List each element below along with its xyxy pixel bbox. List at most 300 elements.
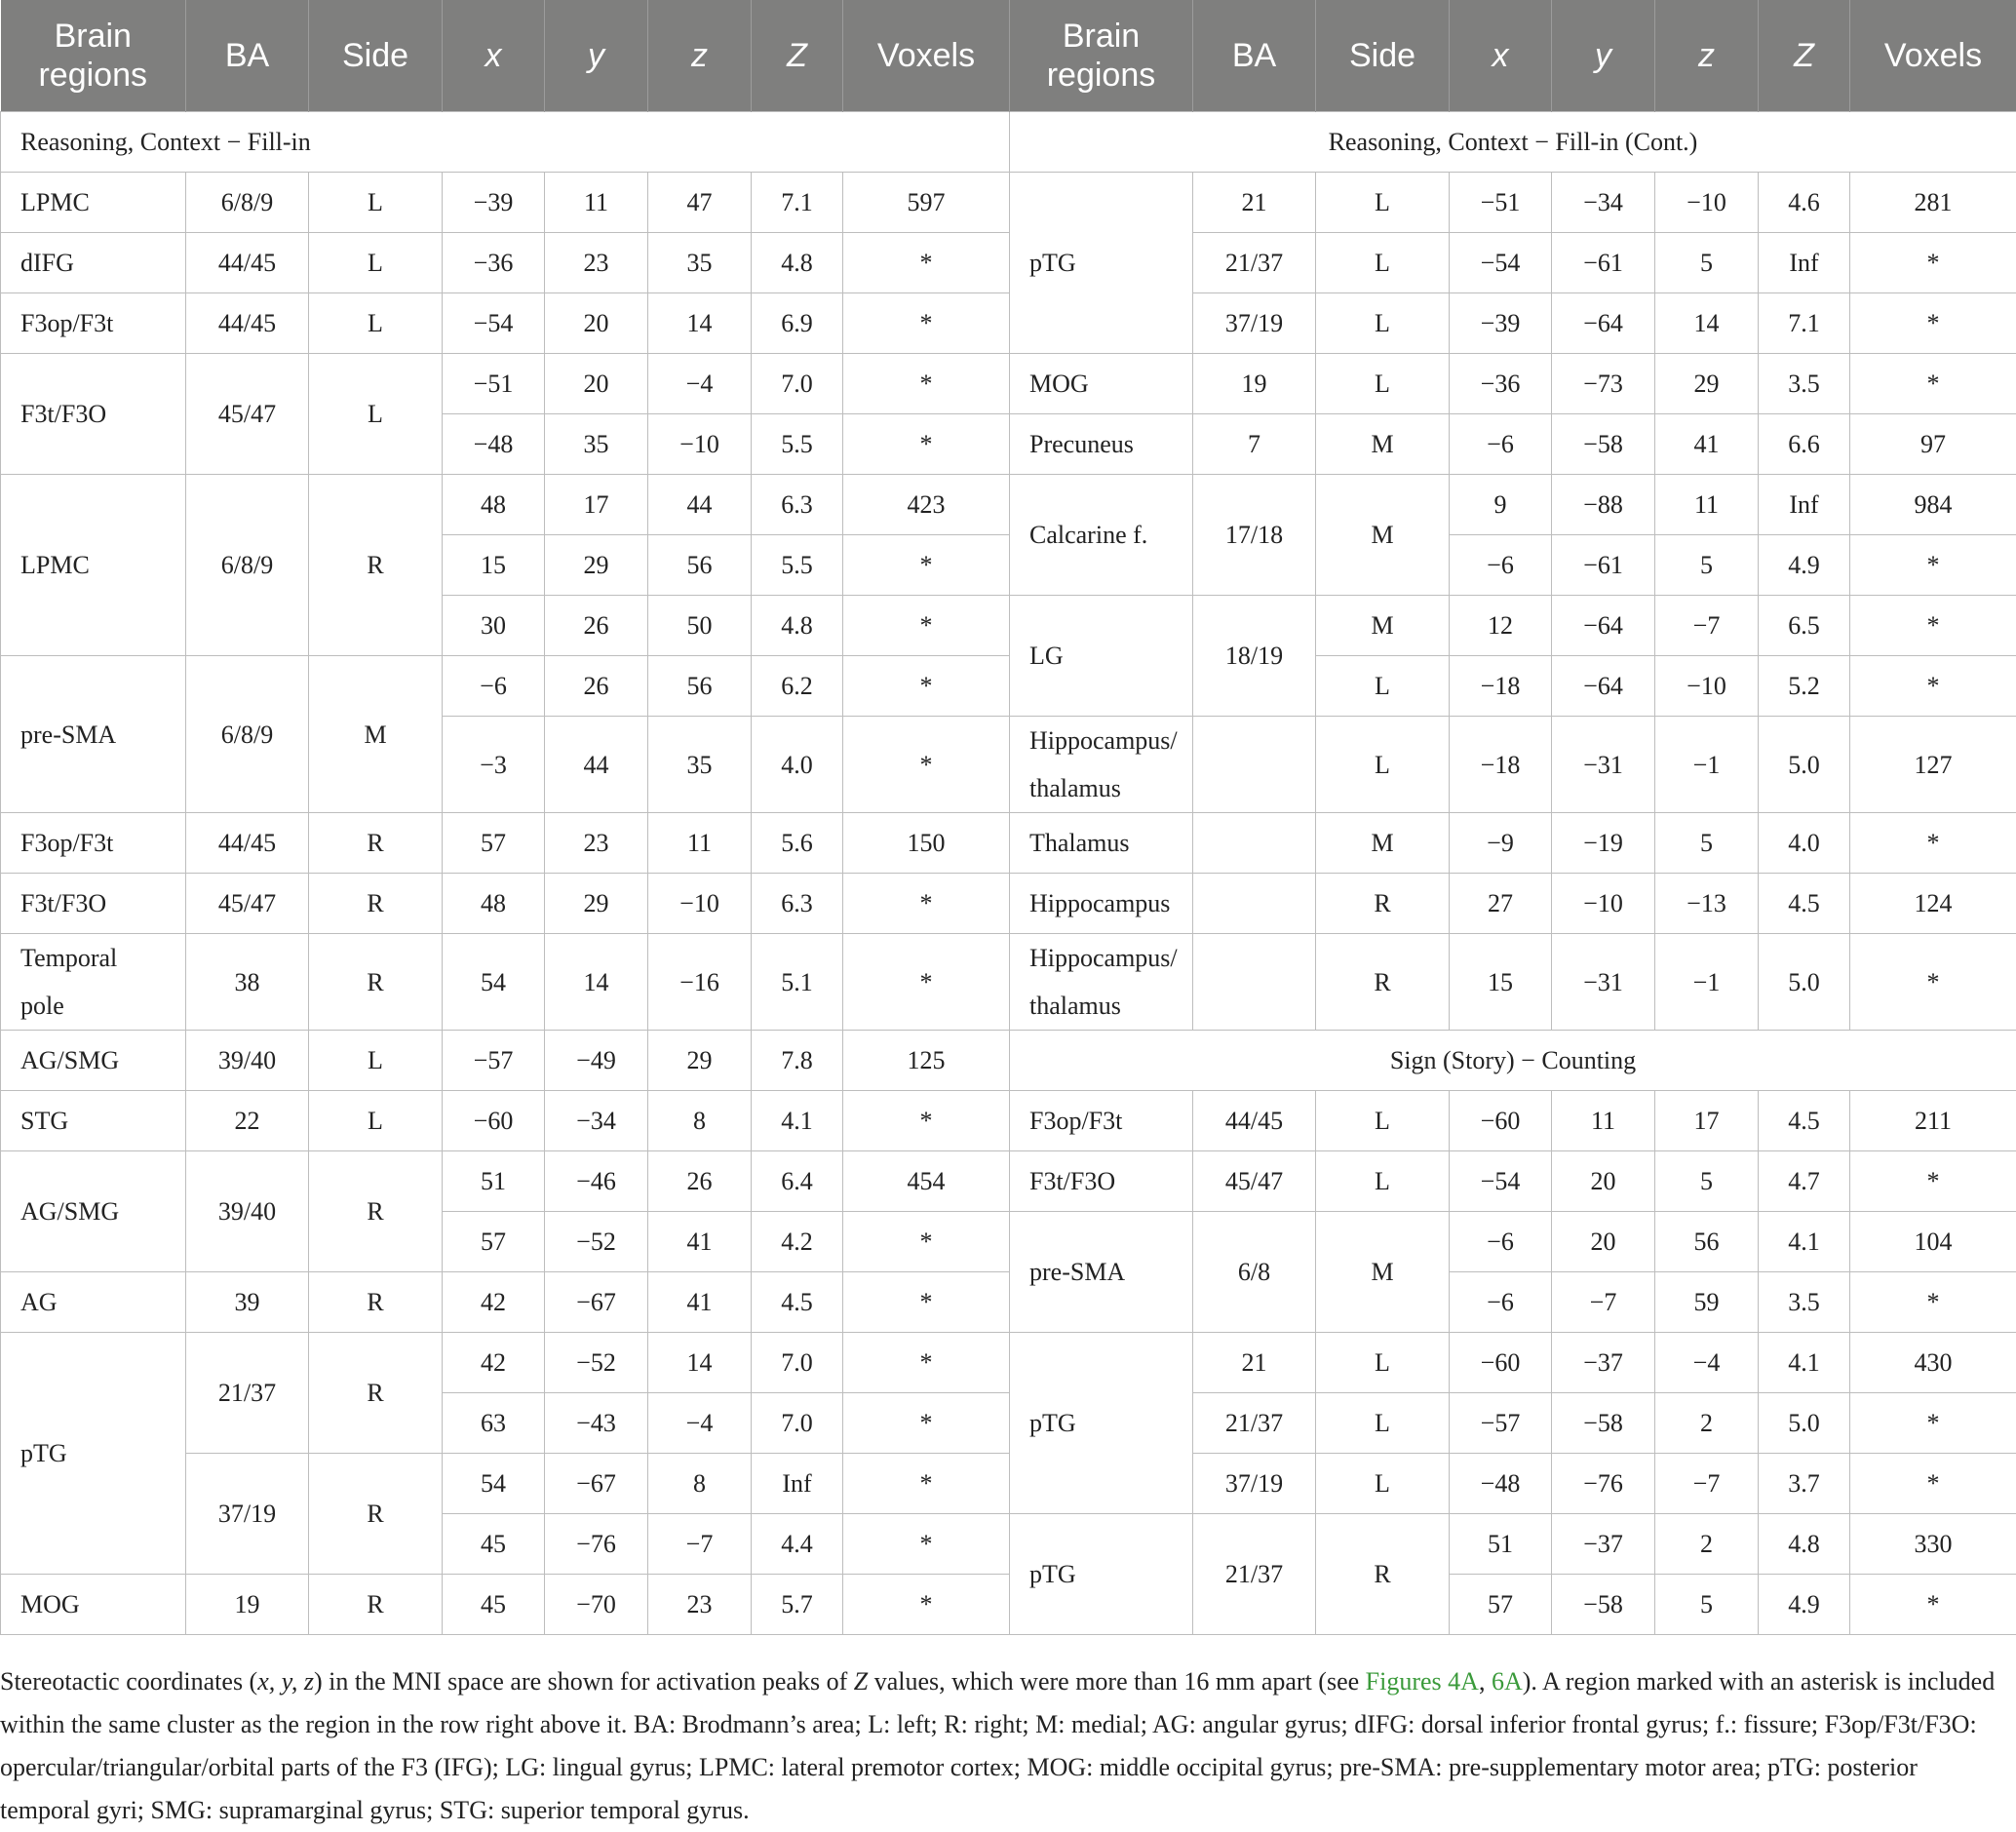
y-cell: 26 — [545, 656, 648, 717]
region-cell: STG — [1, 1091, 186, 1151]
y-cell: −61 — [1552, 233, 1655, 293]
x-cell: −36 — [1450, 354, 1552, 414]
y-cell: −31 — [1552, 717, 1655, 813]
y-cell: −19 — [1552, 813, 1655, 874]
region-line: Temporal — [20, 944, 117, 972]
z-cell: 59 — [1655, 1272, 1759, 1333]
x-cell: −3 — [443, 717, 545, 813]
region-line: Hippocampus/ — [1029, 726, 1178, 755]
y-cell: −52 — [545, 1212, 648, 1272]
side-cell: R — [309, 1151, 443, 1272]
z-cell: 14 — [648, 1333, 752, 1393]
ba-cell: 6/8/9 — [186, 656, 309, 813]
x-cell: −18 — [1450, 717, 1552, 813]
y-cell: −64 — [1552, 596, 1655, 656]
voxels-cell: 211 — [1850, 1091, 2016, 1151]
ba-cell: 37/19 — [186, 1454, 309, 1575]
x-cell: −6 — [1450, 414, 1552, 475]
header-side: Side — [309, 0, 443, 112]
voxels-cell: * — [1850, 596, 2016, 656]
region-cell: pTG — [1010, 173, 1193, 354]
side-cell: R — [309, 1454, 443, 1575]
ba-cell — [1193, 934, 1316, 1031]
side-cell: L — [1316, 293, 1450, 354]
x-cell: −48 — [1450, 1454, 1552, 1514]
zscore-cell: 5.5 — [752, 414, 843, 475]
header-y: y — [545, 0, 648, 112]
x-cell: 30 — [443, 596, 545, 656]
voxels-cell: 330 — [1850, 1514, 2016, 1575]
voxels-cell: * — [843, 656, 1010, 717]
footnote-text: ). A region marked with an asterisk is included within the same cluster as the region in the row right above it. BA: Brodmann’s area; L: left; R: right; M: medial; AG: angular gyrus; dIFG: dorsal inferior frontal gyrus; f.: fissure; F3op/F3t/F3O: opercular/triangular/orbital parts of the F3 (IFG); LG: lingual gyrus; LPMC: lateral premotor cortex; MOG: middle occipital gyrus; pre-SMA: pre-supplementary motor area; pTG: posterior temporal gyri; SMG: supramarginal gyrus; STG: superior temporal gyrus. — [0, 1667, 1995, 1824]
y-cell: 29 — [545, 535, 648, 596]
side-cell: R — [1316, 934, 1450, 1031]
side-cell: L — [1316, 233, 1450, 293]
z-cell: −1 — [1655, 717, 1759, 813]
x-cell: 51 — [443, 1151, 545, 1212]
side-cell: M — [1316, 596, 1450, 656]
z-cell: 8 — [648, 1454, 752, 1514]
table-row — [1, 1151, 2016, 1212]
voxels-cell: * — [1850, 813, 2016, 874]
zscore-cell: 6.4 — [752, 1151, 843, 1212]
side-cell: L — [1316, 1151, 1450, 1212]
y-cell: −31 — [1552, 934, 1655, 1031]
x-cell: 27 — [1450, 874, 1552, 934]
voxels-cell: 423 — [843, 475, 1010, 535]
table-footnote — [0, 1660, 1997, 1832]
table-row — [1, 1575, 2016, 1635]
x-cell: −54 — [443, 293, 545, 354]
header-voxels: Voxels — [1850, 0, 2016, 112]
x-cell: 57 — [443, 1212, 545, 1272]
ba-cell: 44/45 — [186, 293, 309, 354]
voxels-cell: * — [843, 293, 1010, 354]
zscore-cell: 5.0 — [1759, 934, 1850, 1031]
side-cell: M — [1316, 1212, 1450, 1333]
zscore-cell: Inf — [752, 1454, 843, 1514]
voxels-cell: * — [843, 1575, 1010, 1635]
side-cell: L — [309, 1031, 443, 1091]
z-cell: 50 — [648, 596, 752, 656]
x-cell: 54 — [443, 1454, 545, 1514]
zscore-cell: 7.0 — [752, 1333, 843, 1393]
zscore-cell: 7.0 — [752, 354, 843, 414]
y-cell: −52 — [545, 1333, 648, 1393]
z-cell: 14 — [648, 293, 752, 354]
ba-cell: 38 — [186, 934, 309, 1031]
zscore-cell: 6.9 — [752, 293, 843, 354]
header-brain-regions: Brain regions — [1, 0, 186, 112]
x-cell: −6 — [1450, 1272, 1552, 1333]
x-cell: 42 — [443, 1333, 545, 1393]
z-cell: −4 — [648, 354, 752, 414]
x-cell: 42 — [443, 1272, 545, 1333]
y-cell: 35 — [545, 414, 648, 475]
y-cell: −10 — [1552, 874, 1655, 934]
zscore-cell: 7.1 — [1759, 293, 1850, 354]
x-cell: 45 — [443, 1575, 545, 1635]
zscore-cell: 3.5 — [1759, 354, 1850, 414]
x-cell: −18 — [1450, 656, 1552, 717]
table-row — [1, 112, 2016, 173]
y-cell: −34 — [545, 1091, 648, 1151]
y-cell: −67 — [545, 1454, 648, 1514]
footnote-text: Stereotactic coordinates ( — [0, 1667, 257, 1696]
section-heading: Sign (Story) − Counting — [1010, 1031, 2016, 1091]
side-cell: R — [1316, 874, 1450, 934]
table-row — [1, 874, 2016, 934]
x-cell: −51 — [443, 354, 545, 414]
y-cell: −58 — [1552, 414, 1655, 475]
x-cell: 45 — [443, 1514, 545, 1575]
z-cell: 26 — [648, 1151, 752, 1212]
x-cell: −54 — [1450, 1151, 1552, 1212]
ba-cell: 21/37 — [186, 1333, 309, 1454]
voxels-cell: 281 — [1850, 173, 2016, 233]
z-cell: 5 — [1655, 535, 1759, 596]
region-cell: F3t/F3O — [1, 874, 186, 934]
voxels-cell: 104 — [1850, 1212, 2016, 1272]
z-cell: −7 — [1655, 596, 1759, 656]
zscore-cell: 7.1 — [752, 173, 843, 233]
ba-cell: 22 — [186, 1091, 309, 1151]
table-row — [1, 173, 2016, 233]
region-line: thalamus — [1029, 992, 1121, 1020]
side-cell: L — [309, 1091, 443, 1151]
table-row — [1, 813, 2016, 874]
y-cell: 20 — [1552, 1151, 1655, 1212]
zscore-cell: 4.9 — [1759, 535, 1850, 596]
table-row — [1, 934, 2016, 1031]
region-line: Hippocampus/ — [1029, 944, 1178, 972]
ba-cell: 19 — [186, 1575, 309, 1635]
z-cell: 17 — [1655, 1091, 1759, 1151]
zscore-cell: 5.2 — [1759, 656, 1850, 717]
voxels-cell: * — [843, 1514, 1010, 1575]
zscore-cell: 5.0 — [1759, 717, 1850, 813]
table-row — [1, 1031, 2016, 1091]
region-cell: pTG — [1010, 1333, 1193, 1514]
zscore-cell: 6.2 — [752, 656, 843, 717]
voxels-cell: * — [1850, 1151, 2016, 1212]
y-cell: −37 — [1552, 1333, 1655, 1393]
y-cell: −49 — [545, 1031, 648, 1091]
y-cell: −76 — [1552, 1454, 1655, 1514]
z-cell: 11 — [648, 813, 752, 874]
side-cell: M — [1316, 475, 1450, 596]
figure-link[interactable]: 6A — [1492, 1667, 1523, 1696]
x-cell: 54 — [443, 934, 545, 1031]
side-cell: R — [309, 813, 443, 874]
header-z: z — [1655, 0, 1759, 112]
region-cell: F3t/F3O — [1010, 1151, 1193, 1212]
voxels-cell: * — [843, 1272, 1010, 1333]
side-cell: L — [1316, 656, 1450, 717]
side-cell: L — [309, 173, 443, 233]
y-cell: −64 — [1552, 656, 1655, 717]
x-cell: 9 — [1450, 475, 1552, 535]
ba-cell: 18/19 — [1193, 596, 1316, 717]
z-cell: 35 — [648, 233, 752, 293]
section-heading: Reasoning, Context − Fill-in (Cont.) — [1010, 112, 2016, 173]
z-cell: 11 — [1655, 475, 1759, 535]
ba-cell: 45/47 — [186, 874, 309, 934]
region-cell: LPMC — [1, 173, 186, 233]
zscore-cell: 5.5 — [752, 535, 843, 596]
voxels-cell: 984 — [1850, 475, 2016, 535]
voxels-cell: * — [1850, 1454, 2016, 1514]
header-x: x — [1450, 0, 1552, 112]
zscore-cell: 4.5 — [1759, 874, 1850, 934]
ba-cell: 21 — [1193, 173, 1316, 233]
x-cell: 15 — [443, 535, 545, 596]
region-line: thalamus — [1029, 774, 1121, 802]
ba-cell: 37/19 — [1193, 293, 1316, 354]
voxels-cell: * — [843, 233, 1010, 293]
ba-cell: 6/8 — [1193, 1212, 1316, 1333]
table-row — [1, 1454, 2016, 1514]
z-cell: 23 — [648, 1575, 752, 1635]
y-cell: 20 — [545, 293, 648, 354]
z-cell: 5 — [1655, 233, 1759, 293]
side-cell: M — [1316, 414, 1450, 475]
side-cell: R — [1316, 1514, 1450, 1635]
header-z-score: Z — [752, 0, 843, 112]
region-cell: AG/SMG — [1, 1031, 186, 1091]
side-cell: L — [1316, 717, 1450, 813]
side-cell: L — [1316, 1333, 1450, 1393]
side-cell: L — [1316, 354, 1450, 414]
z-cell: −1 — [1655, 934, 1759, 1031]
ba-cell: 37/19 — [1193, 1454, 1316, 1514]
z-cell: 56 — [1655, 1212, 1759, 1272]
table-row — [1, 1091, 2016, 1151]
zscore-cell: Inf — [1759, 233, 1850, 293]
figure-link[interactable]: Figures 4A — [1366, 1667, 1479, 1696]
side-cell: L — [1316, 1454, 1450, 1514]
region-cell — [1010, 934, 1193, 1031]
y-cell: 44 — [545, 717, 648, 813]
y-cell: 29 — [545, 874, 648, 934]
voxels-cell: * — [843, 1091, 1010, 1151]
y-cell: −88 — [1552, 475, 1655, 535]
z-cell: 35 — [648, 717, 752, 813]
y-cell: −61 — [1552, 535, 1655, 596]
side-cell: R — [309, 934, 443, 1031]
side-cell: L — [309, 293, 443, 354]
region-cell: MOG — [1010, 354, 1193, 414]
voxels-cell: 454 — [843, 1151, 1010, 1212]
side-cell: R — [309, 874, 443, 934]
ba-cell: 21/37 — [1193, 233, 1316, 293]
voxels-cell: * — [1850, 934, 2016, 1031]
zscore-cell: 3.7 — [1759, 1454, 1850, 1514]
y-cell: −46 — [545, 1151, 648, 1212]
table-row — [1, 1333, 2016, 1393]
region-cell: pTG — [1010, 1514, 1193, 1635]
voxels-cell: * — [1850, 1575, 2016, 1635]
ba-cell: 39/40 — [186, 1031, 309, 1091]
ba-cell: 21/37 — [1193, 1514, 1316, 1635]
x-cell: 48 — [443, 475, 545, 535]
z-cell: −10 — [648, 414, 752, 475]
side-cell: M — [1316, 813, 1450, 874]
footnote-text: ) in the MNI space are shown for activation peaks of — [314, 1667, 854, 1696]
ba-cell: 6/8/9 — [186, 475, 309, 656]
zscore-cell: 4.0 — [752, 717, 843, 813]
z-cell: 41 — [648, 1272, 752, 1333]
y-cell: −58 — [1552, 1393, 1655, 1454]
y-cell: −70 — [545, 1575, 648, 1635]
header-brain-regions: Brain regions — [1010, 0, 1193, 112]
z-cell: 44 — [648, 475, 752, 535]
voxels-cell: * — [843, 596, 1010, 656]
zscore-cell: 6.6 — [1759, 414, 1850, 475]
header-side: Side — [1316, 0, 1450, 112]
voxels-cell: 127 — [1850, 717, 2016, 813]
y-cell: 20 — [1552, 1212, 1655, 1272]
voxels-cell: * — [843, 1393, 1010, 1454]
table-row — [1, 233, 2016, 293]
z-cell: 56 — [648, 656, 752, 717]
y-cell: 26 — [545, 596, 648, 656]
zscore-cell: 4.1 — [1759, 1333, 1850, 1393]
zscore-cell: 4.5 — [752, 1272, 843, 1333]
voxels-cell: * — [1850, 1272, 2016, 1333]
zscore-cell: Inf — [1759, 475, 1850, 535]
zscore-cell: 7.0 — [752, 1393, 843, 1454]
voxels-cell: * — [843, 414, 1010, 475]
z-cell: −4 — [1655, 1333, 1759, 1393]
x-cell: 63 — [443, 1393, 545, 1454]
footnote-text: values, which were more than 16 mm apart (see — [868, 1667, 1365, 1696]
x-cell: −60 — [443, 1091, 545, 1151]
region-cell: pTG — [1, 1333, 186, 1575]
z-cell: 5 — [1655, 1151, 1759, 1212]
header-z-score: Z — [1759, 0, 1850, 112]
y-cell: 14 — [545, 934, 648, 1031]
y-cell: −43 — [545, 1393, 648, 1454]
table-row — [1, 293, 2016, 354]
x-cell: −57 — [1450, 1393, 1552, 1454]
region-cell — [1, 934, 186, 1031]
x-cell: −6 — [1450, 1212, 1552, 1272]
side-cell: R — [309, 475, 443, 656]
x-cell: −54 — [1450, 233, 1552, 293]
x-cell: −39 — [1450, 293, 1552, 354]
table-header-row — [1, 0, 2016, 112]
voxels-cell: * — [1850, 656, 2016, 717]
voxels-cell: * — [1850, 1393, 2016, 1454]
zscore-cell: 5.0 — [1759, 1393, 1850, 1454]
voxels-cell: 125 — [843, 1031, 1010, 1091]
zscore-cell: 4.9 — [1759, 1575, 1850, 1635]
region-cell: LPMC — [1, 475, 186, 656]
x-cell: 57 — [1450, 1575, 1552, 1635]
ba-cell — [1193, 874, 1316, 934]
z-cell: −10 — [1655, 656, 1759, 717]
ba-cell: 39 — [186, 1272, 309, 1333]
zscore-cell: 3.5 — [1759, 1272, 1850, 1333]
table-row — [1, 475, 2016, 535]
zscore-cell: 4.1 — [1759, 1212, 1850, 1272]
header-x: x — [443, 0, 545, 112]
voxels-cell: 150 — [843, 813, 1010, 874]
zscore-cell: 4.0 — [1759, 813, 1850, 874]
x-cell: 12 — [1450, 596, 1552, 656]
z-cell: −16 — [648, 934, 752, 1031]
y-cell: 17 — [545, 475, 648, 535]
voxels-cell: 124 — [1850, 874, 2016, 934]
region-cell: pre-SMA — [1, 656, 186, 813]
region-cell: Calcarine f. — [1010, 475, 1193, 596]
zscore-cell: 6.3 — [752, 475, 843, 535]
side-cell: L — [1316, 1393, 1450, 1454]
x-cell: −48 — [443, 414, 545, 475]
x-cell: 57 — [443, 813, 545, 874]
voxels-cell: * — [843, 1212, 1010, 1272]
zscore-cell: 4.8 — [752, 596, 843, 656]
z-cell: 41 — [648, 1212, 752, 1272]
voxels-cell: * — [1850, 293, 2016, 354]
ba-cell: 44/45 — [1193, 1091, 1316, 1151]
side-cell: L — [1316, 1091, 1450, 1151]
zscore-cell: 4.2 — [752, 1212, 843, 1272]
region-cell: Hippocampus — [1010, 874, 1193, 934]
zscore-cell: 4.8 — [752, 233, 843, 293]
header-ba: BA — [1193, 0, 1316, 112]
region-cell: Thalamus — [1010, 813, 1193, 874]
y-cell: −76 — [545, 1514, 648, 1575]
x-cell: −36 — [443, 233, 545, 293]
region-cell — [1010, 717, 1193, 813]
table-row — [1, 1272, 2016, 1333]
voxels-cell: * — [1850, 354, 2016, 414]
voxels-cell: * — [843, 717, 1010, 813]
z-cell: 8 — [648, 1091, 752, 1151]
ba-cell — [1193, 717, 1316, 813]
x-cell: −6 — [443, 656, 545, 717]
voxels-cell: * — [843, 535, 1010, 596]
x-cell: −6 — [1450, 535, 1552, 596]
zscore-cell: 4.8 — [1759, 1514, 1850, 1575]
y-cell: 23 — [545, 233, 648, 293]
zscore-cell: 4.7 — [1759, 1151, 1850, 1212]
ba-cell: 21 — [1193, 1333, 1316, 1393]
region-cell: LG — [1010, 596, 1193, 717]
zscore-cell: 4.4 — [752, 1514, 843, 1575]
side-cell: L — [309, 354, 443, 475]
ba-cell: 45/47 — [1193, 1151, 1316, 1212]
z-cell: 5 — [1655, 813, 1759, 874]
side-cell: L — [309, 233, 443, 293]
y-cell: 11 — [545, 173, 648, 233]
header-voxels: Voxels — [843, 0, 1010, 112]
region-cell: F3op/F3t — [1010, 1091, 1193, 1151]
z-cell: 29 — [1655, 354, 1759, 414]
ba-cell: 19 — [1193, 354, 1316, 414]
z-cell: 47 — [648, 173, 752, 233]
z-cell: 56 — [648, 535, 752, 596]
header-z: z — [648, 0, 752, 112]
ba-cell: 44/45 — [186, 813, 309, 874]
voxels-cell: * — [843, 1333, 1010, 1393]
region-cell: F3op/F3t — [1, 293, 186, 354]
region-cell: F3t/F3O — [1, 354, 186, 475]
z-cell: 5 — [1655, 1575, 1759, 1635]
x-cell: −57 — [443, 1031, 545, 1091]
